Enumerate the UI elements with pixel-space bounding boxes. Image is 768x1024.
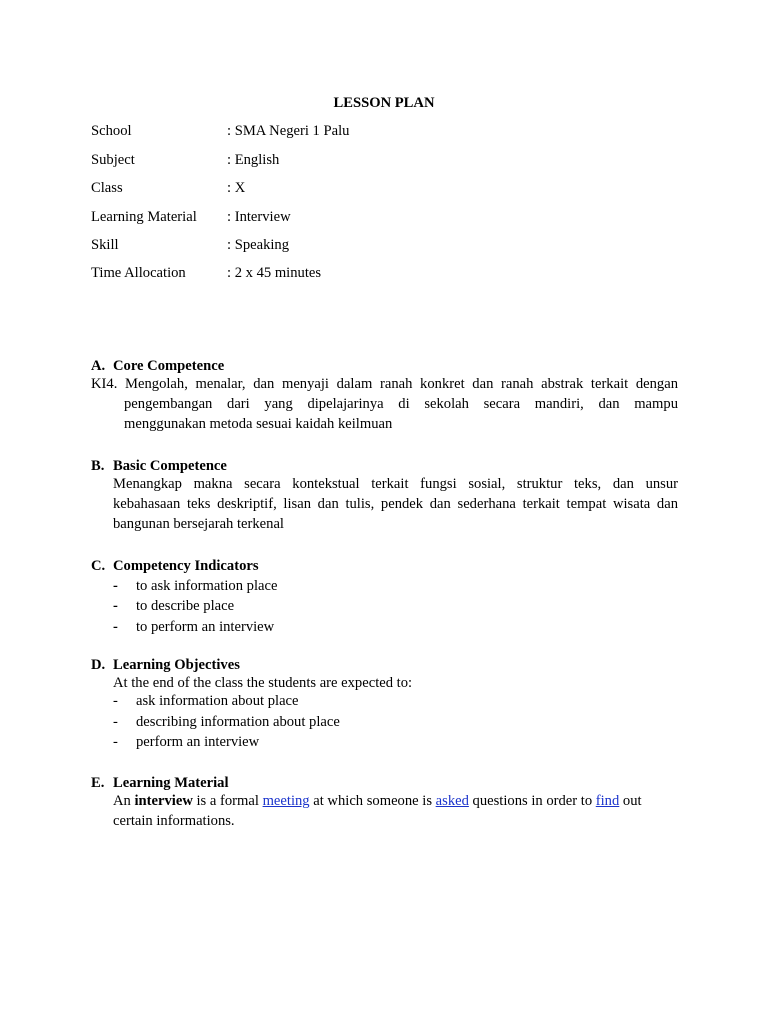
link-meeting[interactable]: meeting [262,793,310,809]
basic-competence-line-1: Menangkap makna secara kontekstual terkait fungsi sosial, struktur teks, dan unsur [113,476,678,492]
info-value: : Interview [227,209,291,225]
text: out [619,793,642,809]
bold-term: interview [134,793,193,809]
info-label: Skill [91,237,119,253]
bullet-dash: - [113,714,118,730]
section-b-heading [91,456,227,476]
material-paragraph-line-1 [113,791,642,811]
section-letter: B. [91,458,105,474]
basic-competence-line-3: bangunan bersejarah terkenal [113,516,284,532]
info-value: : Speaking [227,237,290,253]
bullet-dash: - [113,578,118,594]
section-title: Learning Objectives [113,657,240,673]
link-find[interactable]: find [595,793,620,809]
bullet-dash: - [113,734,118,750]
info-value: : SMA Negeri 1 Palu [227,123,350,139]
info-label: Subject [91,152,135,168]
info-label: Learning Material [91,209,197,225]
material-paragraph-line-2: certain informations. [113,813,235,829]
bullet-dash: - [113,693,118,709]
page-title: LESSON PLAN [333,95,435,111]
bullet-dash: - [113,619,118,635]
info-label: Time Allocation [91,265,186,281]
text: An [113,793,135,809]
core-competence-line-2: pengembangan dari yang dipelajarinya di sekolah secara mandiri, dan mampu [124,396,678,412]
list-item-text: perform an interview [136,734,260,750]
section-title: Learning Material [113,775,229,791]
core-competence-line-3: menggunakan metoda sesuai kaidah keilmuan [124,416,393,432]
section-letter: C. [91,558,106,574]
info-value: : 2 x 45 minutes [227,265,322,281]
list-item-text: to describe place [136,598,235,614]
section-c-heading [91,556,259,576]
ki-label: KI4. [91,376,118,392]
core-competence-line-1 [91,374,678,394]
info-value: : English [227,152,280,168]
text: questions in order to [468,793,596,809]
info-label: Class [91,180,123,196]
ki-text-1: Mengolah, menalar, dan menyaji dalam ranah konkret dan ranah abstrak terkait dengan [125,376,678,392]
section-letter: D. [91,657,106,673]
section-title: Basic Competence [113,458,227,474]
info-value: : X [227,180,246,196]
section-a-heading [91,356,224,376]
section-title: Core Competence [113,358,225,374]
link-asked[interactable]: asked [435,793,469,809]
list-item-text: to ask information place [136,578,278,594]
list-item-text: ask information about place [136,693,299,709]
info-label: School [91,123,132,139]
list-item-text: to perform an interview [136,619,275,635]
text: at which someone is [309,793,436,809]
section-title: Competency Indicators [113,558,259,574]
section-e-heading [91,773,229,793]
objectives-intro: At the end of the class the students are expected to: [113,675,413,691]
basic-competence-line-2: kebahasaan teks deskriptif, lisan dan tulis, pendek dan sederhana terkait tempat wisata dan [113,496,678,512]
section-letter: A. [91,358,106,374]
list-item-text: describing information about place [136,714,340,730]
section-d-heading [91,655,240,675]
section-letter: E. [91,775,105,791]
bullet-dash: - [113,598,118,614]
text: is a formal [192,793,263,809]
